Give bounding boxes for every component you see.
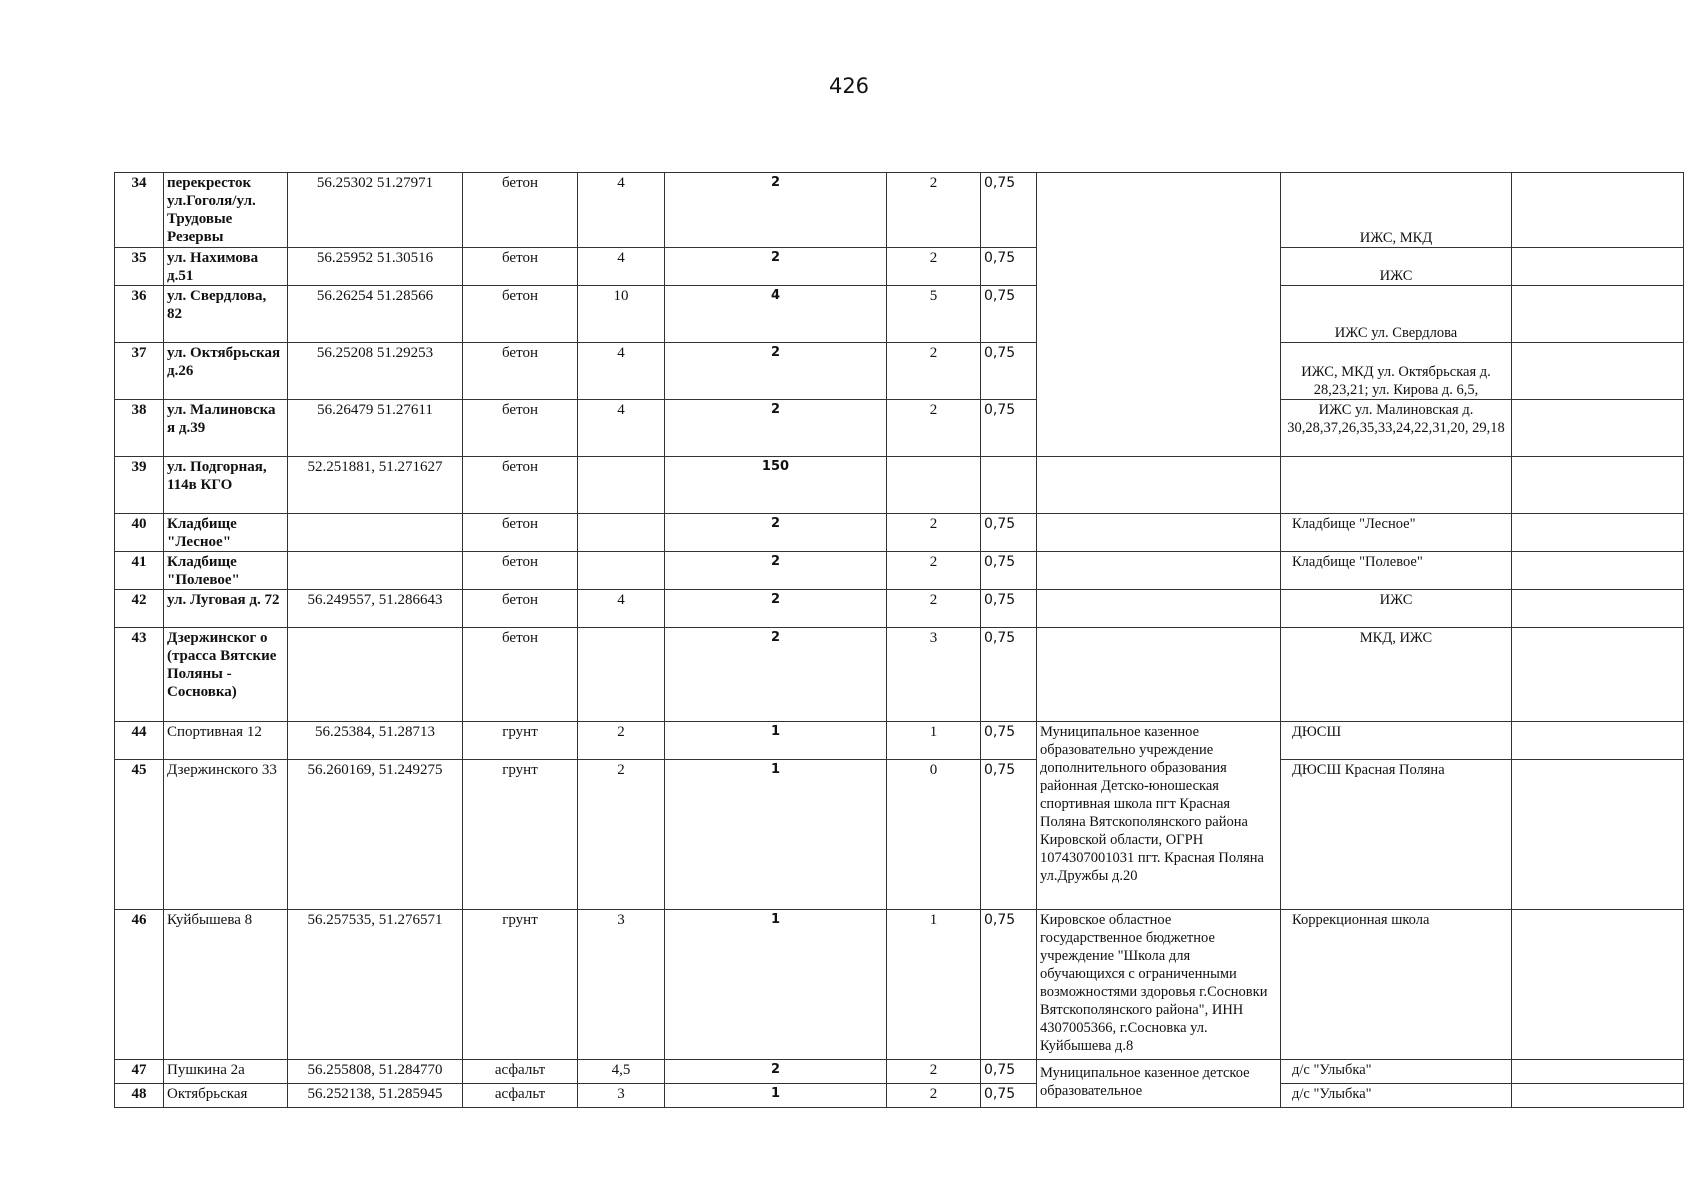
site-area: 2 [578, 722, 665, 760]
site-area: 10 [578, 286, 665, 343]
container-planned: 1 [887, 722, 981, 760]
container-planned: 1 [887, 910, 981, 1060]
container-volume: 0,75 [981, 400, 1037, 457]
container-count: 2 [665, 590, 887, 628]
row-number: 40 [115, 514, 164, 552]
site-address: Октябрьская [164, 1084, 288, 1108]
container-planned: 2 [887, 248, 981, 286]
site-address: ул. Свердлова, 82 [164, 286, 288, 343]
container-planned: 2 [887, 400, 981, 457]
site-address: Дзержинског о (трасса Вятские Поляны - Сосновка) [164, 628, 288, 722]
table-row [115, 514, 1684, 552]
container-planned: 2 [887, 1060, 981, 1084]
container-volume: 0,75 [981, 760, 1037, 910]
table-row [115, 628, 1684, 722]
empty-cell [1512, 552, 1684, 590]
surface-material: бетон [463, 590, 578, 628]
table-row [115, 173, 1684, 248]
site-address: Спортивная 12 [164, 722, 288, 760]
surface-material: грунт [463, 722, 578, 760]
waste-sources: д/с "Улыбка" [1281, 1060, 1512, 1084]
site-address: Кладбище "Полевое" [164, 552, 288, 590]
table-row [115, 1060, 1684, 1084]
row-number: 36 [115, 286, 164, 343]
container-volume: 0,75 [981, 722, 1037, 760]
site-address: ул. Подгорная, 114в КГО [164, 457, 288, 514]
container-count: 1 [665, 722, 887, 760]
site-area: 4 [578, 400, 665, 457]
container-planned: 2 [887, 514, 981, 552]
site-coordinates: 56.25302 51.27971 [288, 173, 463, 248]
surface-material: бетон [463, 514, 578, 552]
waste-sources [1281, 457, 1512, 514]
site-address: ул. Луговая д. 72 [164, 590, 288, 628]
row-number: 34 [115, 173, 164, 248]
surface-material: бетон [463, 173, 578, 248]
empty-cell [1512, 343, 1684, 400]
surface-material: бетон [463, 286, 578, 343]
container-planned: 2 [887, 552, 981, 590]
site-owner [1037, 552, 1281, 590]
site-area: 3 [578, 910, 665, 1060]
waste-sources: ДЮСШ Красная Поляна [1281, 760, 1512, 910]
row-number: 46 [115, 910, 164, 1060]
container-count: 1 [665, 910, 887, 1060]
waste-sources: ИЖС ул. Свердлова [1281, 286, 1512, 343]
site-coordinates [288, 552, 463, 590]
container-volume: 0,75 [981, 910, 1037, 1060]
container-planned: 2 [887, 590, 981, 628]
surface-material: бетон [463, 343, 578, 400]
site-coordinates: 56.260169, 51.249275 [288, 760, 463, 910]
container-volume: 0,75 [981, 173, 1037, 248]
site-address: ул. Малиновска я д.39 [164, 400, 288, 457]
container-volume [981, 457, 1037, 514]
empty-cell [1512, 1084, 1684, 1108]
container-count: 4 [665, 286, 887, 343]
site-coordinates: 56.25384, 51.28713 [288, 722, 463, 760]
container-planned: 0 [887, 760, 981, 910]
container-planned [887, 457, 981, 514]
site-coordinates: 56.257535, 51.276571 [288, 910, 463, 1060]
container-planned: 3 [887, 628, 981, 722]
table-row [115, 760, 1684, 910]
site-area: 4,5 [578, 1060, 665, 1084]
site-owner [1037, 457, 1281, 514]
container-volume: 0,75 [981, 1060, 1037, 1084]
container-volume: 0,75 [981, 343, 1037, 400]
empty-cell [1512, 457, 1684, 514]
empty-cell [1512, 590, 1684, 628]
surface-material: асфальт [463, 1060, 578, 1084]
site-area [578, 552, 665, 590]
site-area [578, 514, 665, 552]
empty-cell [1512, 722, 1684, 760]
site-coordinates [288, 628, 463, 722]
row-number: 35 [115, 248, 164, 286]
site-coordinates: 56.255808, 51.284770 [288, 1060, 463, 1084]
table-row [115, 590, 1684, 628]
site-owner: Кировское областное государственное бюджетное учреждение "Школа для обучающихся с ограниченными возможностями здоровья г.Сосновки Вятскополянского района", ИНН 4307005366, г.Сосновка ул. Куйбышева д.8 [1037, 910, 1281, 1060]
container-count: 2 [665, 1060, 887, 1084]
empty-cell [1512, 173, 1684, 248]
site-coordinates: 56.252138, 51.285945 [288, 1084, 463, 1108]
site-coordinates [288, 514, 463, 552]
site-coordinates: 52.251881, 51.271627 [288, 457, 463, 514]
container-planned: 2 [887, 343, 981, 400]
waste-sources: д/с "Улыбка" [1281, 1084, 1512, 1108]
empty-cell [1512, 910, 1684, 1060]
site-address: ул. Нахимова д.51 [164, 248, 288, 286]
container-count: 1 [665, 1084, 887, 1108]
container-count: 2 [665, 173, 887, 248]
site-area [578, 628, 665, 722]
empty-cell [1512, 628, 1684, 722]
row-number: 42 [115, 590, 164, 628]
site-address: Дзержинского 33 [164, 760, 288, 910]
row-number: 41 [115, 552, 164, 590]
site-owner: Муниципальное казенное детское образовательное [1037, 1060, 1281, 1108]
site-area: 4 [578, 173, 665, 248]
table-row [115, 286, 1684, 343]
row-number: 37 [115, 343, 164, 400]
row-number: 47 [115, 1060, 164, 1084]
empty-cell [1512, 400, 1684, 457]
container-volume: 0,75 [981, 552, 1037, 590]
waste-sources: ИЖС [1281, 590, 1512, 628]
table-row [115, 248, 1684, 286]
site-address: Кладбище "Лесное" [164, 514, 288, 552]
row-number: 39 [115, 457, 164, 514]
table-row [115, 1084, 1684, 1108]
waste-sources: ИЖС, МКД ул. Октябрьская д. 28,23,21; ул. Кирова д. 6,5, [1281, 343, 1512, 400]
surface-material: грунт [463, 910, 578, 1060]
container-count: 2 [665, 400, 887, 457]
site-coordinates: 56.25952 51.30516 [288, 248, 463, 286]
site-coordinates: 56.26479 51.27611 [288, 400, 463, 457]
site-address: Куйбышева 8 [164, 910, 288, 1060]
surface-material: бетон [463, 628, 578, 722]
container-count: 2 [665, 248, 887, 286]
waste-sources: ДЮСШ [1281, 722, 1512, 760]
waste-sources: Кладбище "Полевое" [1281, 552, 1512, 590]
site-area: 4 [578, 248, 665, 286]
container-count: 1 [665, 760, 887, 910]
surface-material: асфальт [463, 1084, 578, 1108]
container-volume: 0,75 [981, 1084, 1037, 1108]
empty-cell [1512, 248, 1684, 286]
surface-material: бетон [463, 248, 578, 286]
waste-sources: Коррекционная школа [1281, 910, 1512, 1060]
site-address: перекресток ул.Гоголя/ул. Трудовые Резервы [164, 173, 288, 248]
site-owner [1037, 173, 1281, 457]
empty-cell [1512, 760, 1684, 910]
container-planned: 2 [887, 173, 981, 248]
site-area: 3 [578, 1084, 665, 1108]
row-number: 44 [115, 722, 164, 760]
site-owner [1037, 628, 1281, 722]
site-address: Пушкина 2а [164, 1060, 288, 1084]
surface-material: бетон [463, 552, 578, 590]
waste-sources: Кладбище "Лесное" [1281, 514, 1512, 552]
surface-material: грунт [463, 760, 578, 910]
waste-sources: ИЖС, МКД [1281, 173, 1512, 248]
container-count: 2 [665, 343, 887, 400]
row-number: 38 [115, 400, 164, 457]
container-sites-table [114, 172, 1684, 1108]
container-count: 2 [665, 628, 887, 722]
container-volume: 0,75 [981, 628, 1037, 722]
waste-sources: ИЖС [1281, 248, 1512, 286]
empty-cell [1512, 286, 1684, 343]
table-row [115, 722, 1684, 760]
container-count: 2 [665, 514, 887, 552]
site-owner [1037, 590, 1281, 628]
site-coordinates: 56.249557, 51.286643 [288, 590, 463, 628]
container-count: 2 [665, 552, 887, 590]
site-address: ул. Октябрьская д.26 [164, 343, 288, 400]
container-volume: 0,75 [981, 590, 1037, 628]
container-volume: 0,75 [981, 286, 1037, 343]
surface-material: бетон [463, 400, 578, 457]
empty-cell [1512, 1060, 1684, 1084]
site-area: 2 [578, 760, 665, 910]
site-area [578, 457, 665, 514]
empty-cell [1512, 514, 1684, 552]
container-volume: 0,75 [981, 248, 1037, 286]
site-area: 4 [578, 343, 665, 400]
table-row [115, 457, 1684, 514]
table-row [115, 552, 1684, 590]
page-number: 426 [828, 74, 870, 98]
site-coordinates: 56.25208 51.29253 [288, 343, 463, 400]
site-area: 4 [578, 590, 665, 628]
row-number: 48 [115, 1084, 164, 1108]
waste-sources: МКД, ИЖС [1281, 628, 1512, 722]
site-coordinates: 56.26254 51.28566 [288, 286, 463, 343]
site-owner [1037, 514, 1281, 552]
container-planned: 2 [887, 1084, 981, 1108]
table-row [115, 343, 1684, 400]
row-number: 45 [115, 760, 164, 910]
surface-material: бетон [463, 457, 578, 514]
container-count: 150 [665, 457, 887, 514]
waste-sources: ИЖС ул. Малиновская д. 30,28,37,26,35,33,24,22,31,20, 29,18 [1281, 400, 1512, 457]
row-number: 43 [115, 628, 164, 722]
site-owner: Муниципальное казенное образовательно учреждение дополнительного образования районная Детско-юношеская спортивная школа пгт Красная Поляна Вятскополянского района Кировской области, ОГРН 1074307001031 пгт. Красная Поляна ул.Дружбы д.20 [1037, 722, 1281, 910]
table-row [115, 400, 1684, 457]
container-planned: 5 [887, 286, 981, 343]
container-volume: 0,75 [981, 514, 1037, 552]
table-row [115, 910, 1684, 1060]
